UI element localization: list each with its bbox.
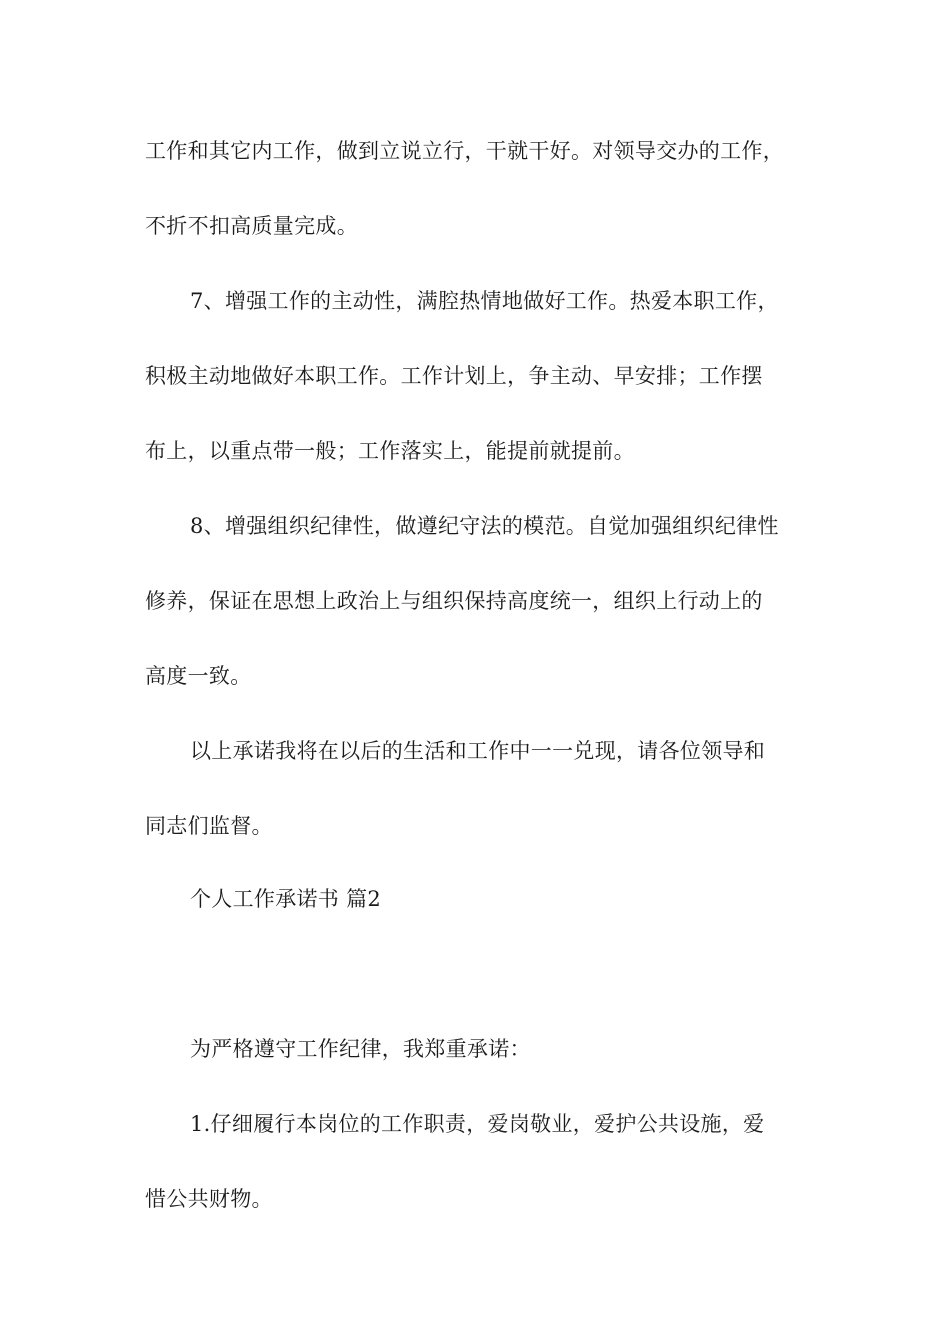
section-heading: 个人工作承诺书 篇2 [190,887,382,911]
paragraph-line: 不折不扣高质量完成。 [145,214,358,238]
paragraph-line: 高度一致。 [145,664,252,688]
paragraph-line: 工作和其它内工作，做到立说立行，干就干好。对领导交办的工作， [145,139,784,163]
paragraph-line: 惜公共财物。 [145,1187,273,1211]
paragraph-line: 1.仔细履行本岗位的工作职责，爱岗敬业，爱护公共设施，爱 [190,1112,765,1136]
paragraph-line: 8、增强组织纪律性，做遵纪守法的模范。自觉加强组织纪律性 [190,514,779,538]
paragraph-line: 以上承诺我将在以后的生活和工作中一一兑现，请各位领导和 [190,739,766,763]
paragraph-line: 为严格遵守工作纪律，我郑重承诺： [190,1037,531,1061]
paragraph-line: 同志们监督。 [145,814,273,838]
paragraph-line: 布上，以重点带一般；工作落实上，能提前就提前。 [145,439,635,463]
paragraph-line: 7、增强工作的主动性，满腔热情地做好工作。热爱本职工作， [190,289,779,313]
paragraph-line: 修养，保证在思想上政治上与组织保持高度统一，组织上行动上的 [145,589,763,613]
paragraph-line: 积极主动地做好本职工作。工作计划上，争主动、早安排；工作摆 [145,364,763,388]
